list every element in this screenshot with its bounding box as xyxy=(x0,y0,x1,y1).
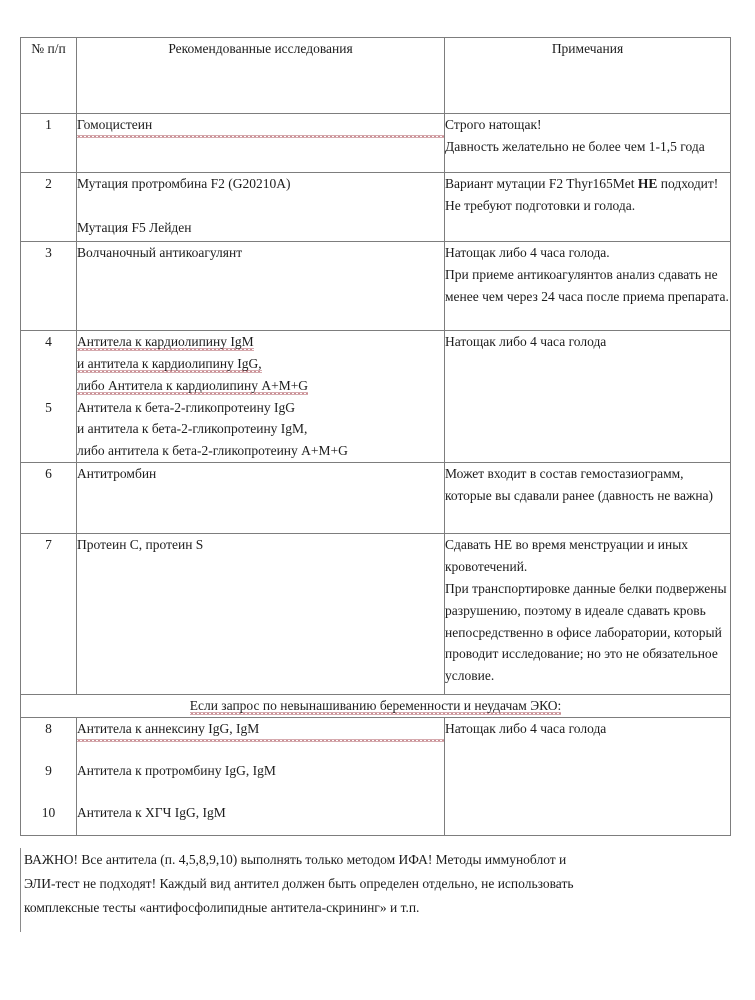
note-line: Натощак либо 4 часа голода. xyxy=(445,245,610,260)
section-subheader xyxy=(21,695,731,718)
column-header-number: № п/п xyxy=(21,38,77,114)
table-row xyxy=(21,793,731,836)
row-studies xyxy=(77,242,445,331)
row-notes xyxy=(445,793,731,836)
study-line: Волчаночный антикоагулянт xyxy=(77,245,243,260)
table-row xyxy=(21,534,731,695)
study-text: и антитела к кардиолипину IgG, xyxy=(77,355,262,371)
study-line: Антитела к протромбину IgG, IgM xyxy=(77,763,276,779)
section-subheader-text: Если запрос по невынашиванию беременности и неудачам ЭКО: xyxy=(189,698,562,714)
study-line xyxy=(77,353,444,375)
table-row xyxy=(21,751,731,793)
study-text: Антитела к кардиолипину IgM xyxy=(77,334,254,349)
note-line: Сдавать НЕ во время менструации и иных кровотечений. xyxy=(445,537,689,575)
row-studies xyxy=(77,173,445,242)
row-studies xyxy=(77,397,445,463)
note-line: Не требуют подготовки и голода. xyxy=(445,197,636,213)
table-row xyxy=(21,331,731,397)
table-row xyxy=(21,173,731,242)
study-line: и антитела к бета-2-гликопротеину IgM, xyxy=(77,421,308,437)
row-notes xyxy=(445,114,731,173)
study-line: либо антитела к бета-2-гликопротеину A+M+G xyxy=(77,443,348,459)
important-note-line: ЭЛИ-тест не подходят! Каждый вид антител должен быть определен отдельно, не использовать xyxy=(24,876,574,892)
row-number: 7 xyxy=(21,534,77,695)
row-number: 10 xyxy=(21,793,77,836)
row-number: 3 xyxy=(21,242,77,331)
table-row xyxy=(21,718,731,752)
study-line: Мутация F5 Лейден xyxy=(77,219,192,235)
table-header-row xyxy=(21,38,731,114)
row-number: 9 xyxy=(21,751,77,793)
important-note-line: комплексные тесты «антифосфолипидные антитела-скрининг» и т.п. xyxy=(24,900,420,916)
important-note xyxy=(20,848,732,920)
row-notes xyxy=(445,173,731,242)
note-line: При транспортировке данные белки подвержены разрушению, поэтому в идеале сдавать кровь непосредственно в офисе лаборатории, который проводит исследование; но это не обязательное условие. xyxy=(445,580,727,684)
table-row xyxy=(21,463,731,534)
study-line: Мутация протромбина F2 (G20210A) xyxy=(77,176,291,191)
row-notes xyxy=(445,463,731,534)
study-line: Антитела к ХГЧ IgG, IgM xyxy=(77,805,226,821)
note-line xyxy=(445,173,730,195)
column-header-notes: Примечания xyxy=(445,38,731,114)
important-note-line: ВАЖНО! Все антитела (п. 4,5,8,9,10) выполнять только методом ИФА! Методы иммуноблот и xyxy=(24,852,567,867)
row-notes xyxy=(445,751,731,793)
study-line: Антитела к аннексину IgG, IgM xyxy=(77,718,444,742)
row-studies xyxy=(77,534,445,695)
study-line: Протеин С, протеин S xyxy=(77,537,204,553)
section-subheader-row xyxy=(21,695,731,718)
note-text-part: подходит! xyxy=(657,176,719,191)
study-line: Гомоцистеин xyxy=(77,114,444,138)
study-line xyxy=(77,375,444,397)
note-text-part: Вариант мутации F2 Thyr165Met xyxy=(445,176,638,191)
study-text: либо Антитела к кардиолипину A+M+G xyxy=(77,377,309,393)
column-header-studies: Рекомендованные исследования xyxy=(77,38,445,114)
row-studies xyxy=(77,718,445,752)
row-number: 4 xyxy=(21,331,77,397)
row-studies xyxy=(77,793,445,836)
row-studies xyxy=(77,331,445,397)
table-row xyxy=(21,242,731,331)
row-studies xyxy=(77,114,445,173)
study-line: Антитромбин xyxy=(77,466,157,482)
row-number: 6 xyxy=(21,463,77,534)
spacer-line xyxy=(77,195,444,217)
note-line: Натощак либо 4 часа голода xyxy=(445,721,607,737)
table-row xyxy=(21,114,731,173)
row-number: 5 xyxy=(21,397,77,463)
row-notes xyxy=(445,534,731,695)
note-left-rule-tail xyxy=(20,910,21,932)
row-notes xyxy=(445,242,731,331)
row-studies xyxy=(77,751,445,793)
row-notes xyxy=(445,718,731,752)
row-notes xyxy=(445,331,731,463)
row-number: 1 xyxy=(21,114,77,173)
note-line: При приеме антикоагулянтов анализ сдавать не менее чем через 24 часа после приема препарата. xyxy=(445,266,729,304)
recommended-studies-table xyxy=(20,37,731,836)
study-line: Антитела к бета-2-гликопротеину IgG xyxy=(77,399,295,415)
study-line xyxy=(77,331,444,353)
row-number: 2 xyxy=(21,173,77,242)
note-line: Строго натощак! xyxy=(445,117,542,132)
note-emphasis: НЕ xyxy=(637,176,658,191)
note-line: Может входит в состав гемостазиограмм, которые вы сдавали ранее (давность не важна) xyxy=(445,466,714,504)
row-number: 8 xyxy=(21,718,77,752)
note-line: Давность желательно не более чем 1-1,5 года xyxy=(445,138,705,154)
row-studies xyxy=(77,463,445,534)
note-line: Натощак либо 4 часа голода xyxy=(445,334,607,349)
